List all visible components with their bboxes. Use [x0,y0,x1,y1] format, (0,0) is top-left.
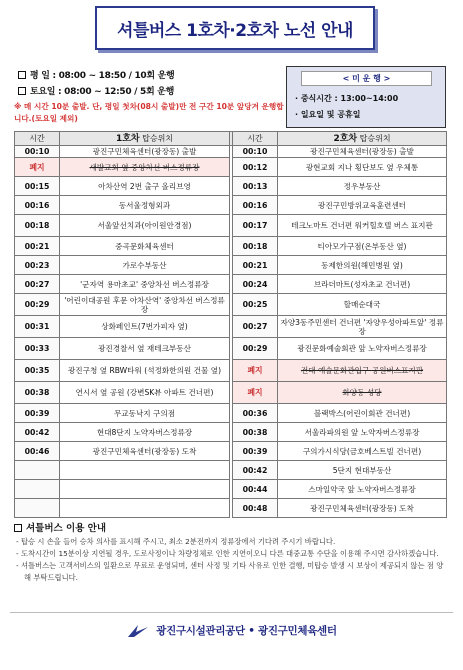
bus1-stop: 아차산역 2번 출구 올리브영 [60,177,230,196]
bus2-time: 00:24 [233,275,278,294]
bus2-stop: 브라더마트(성자초교 건너편) [278,275,447,294]
bus2-time: 폐지 [233,382,278,404]
usage-item: - 탑승 시 손을 들어 승차 의사를 표시해 주시고, 최소 2분전까지 정류장에서 기다려 주시기 바랍니다. [16,537,336,546]
bus1-time: 00:38 [15,382,60,404]
usage-list [16,536,450,584]
bus2-time: 00:18 [233,237,278,256]
bus2-time: 폐지 [233,360,278,382]
bus1-stop: 중곡문화체육센터 [60,237,230,256]
saturday-schedule [18,84,174,97]
bus1-stop: 광진구청 옆 RBW타워 (석정화한의원 건물 옆) [60,360,230,382]
bus2-time: 00:10 [233,146,278,158]
table-row [15,256,447,275]
bus1-stop: 서울앞선치과(아이원안경점) [60,215,230,237]
bus1-stop: 상화페인트(7번가피자 옆) [60,316,230,338]
checkbox-square-icon [18,71,26,79]
table-row [15,237,447,256]
table-row [15,158,447,177]
non-operation-box [286,66,446,128]
bus1-stop: 광진구민체육센터(광장동) 도착 [60,442,230,461]
bus1-time [15,461,60,480]
header-bus1: 1호차 탑승위치 [60,132,230,146]
non-operation-title: < 미 운 행 > [301,71,432,86]
title-box [95,6,375,50]
bus2-time: 00:13 [233,177,278,196]
bus2-time: 00:16 [233,196,278,215]
bus2-time: 00:36 [233,404,278,423]
bus1-stop: 동서울정형외과 [60,196,230,215]
table-row [15,294,447,316]
footer [10,612,453,648]
route-table [14,131,447,518]
table-row [15,404,447,423]
bus2-time: 00:27 [233,316,278,338]
bus2-stop: 광진문화예술회관 앞 노약자버스정류장 [278,338,447,360]
bus1-time: 00:46 [15,442,60,461]
schedule-note: ※ 매 시간 10분 출발. 단, 평일 첫차(08시 출발)만 전 구간 10분 앞당겨 운행합니다.(토요일 제외) [14,102,284,123]
bus1-time [15,480,60,499]
table-row [15,480,447,499]
usage-item: - 셔틀버스는 고객서비스의 일환으로 무료로 운영되며, 센터 사정 및 기타 사유로 인한 결행, 미탑승 발생 시 보상이 제공되지 않는 점 양해 부탁드립니다. [16,561,444,582]
bus2-time: 00:25 [233,294,278,316]
bus2-stop: 광진구민체육센터(광장동) 출발 [278,146,447,158]
bus2-stop: 광현교회 지나 횡단보도 옆 우체통 [278,158,447,177]
bus1-time: 00:10 [15,146,60,158]
header-time-2: 시간 [233,132,278,146]
bus1-stop: '군자역 용마초교' 중앙차선 버스정류장 [60,275,230,294]
table-row [15,316,447,338]
bus2-stop: 구의가시식당(금호베스트빌 건너편) [278,442,447,461]
bus1-stop [60,480,230,499]
table-row [15,461,447,480]
bus2-stop: 스마일약국 앞 노약자버스정류장 [278,480,447,499]
bus1-stop: 광진구민체육센터(광장동) 출발 [60,146,230,158]
bus1-time: 00:18 [15,215,60,237]
usage-title-text: 셔틀버스 이용 안내 [26,523,107,534]
table-row [15,177,447,196]
saturday-schedule-text: 토요일 : 08:00 ~ 12:50 / 5회 운행 [30,87,174,97]
holidays: · 일요일 및 공휴일 [295,110,361,119]
bus1-stop [60,461,230,480]
lunch-time: · 중식시간 : 13:00~14:00 [295,94,399,103]
bus2-stop: 자양3동주민센터 건너편 '자양우성아파트앞' 정류장 [278,316,447,338]
bus1-time: 00:35 [15,360,60,382]
bus2-stop: 블랙박스(어린이회관 건너편) [278,404,447,423]
bus1-time: 00:39 [15,404,60,423]
header-time-1: 시간 [15,132,60,146]
bus1-time: 폐지 [15,158,60,177]
bus1-stop: 새발교회 옆 중앙차선 버스정류장 [60,158,230,177]
usage-item: - 도착시간이 15분이상 지연될 경우, 도로사정이나 차량정체로 인한 지연이오니 다른 대중교통 수단을 이용해 주시면 감사하겠습니다. [16,549,439,558]
header-bus2: 2호차 탑승위치 [278,132,447,146]
organization-logo-icon [126,623,150,639]
bus2-stop: 서울라파의원 앞 노약자버스정류장 [278,423,447,442]
usage-title [14,520,106,534]
table-row [15,360,447,382]
table-row [15,146,447,158]
table-row [15,423,447,442]
table-header-row [15,132,447,146]
bus1-time: 00:21 [15,237,60,256]
bus2-time: 00:48 [233,499,278,518]
weekday-schedule [18,68,174,81]
bus2-time: 00:21 [233,256,278,275]
bus1-time: 00:27 [15,275,60,294]
bus2-time: 00:44 [233,480,278,499]
table-row [15,442,447,461]
bus2-stop: 광진구민방위교육훈련센터 [278,196,447,215]
bus1-time: 00:31 [15,316,60,338]
bus1-time: 00:16 [15,196,60,215]
checkbox-square-icon [18,87,26,95]
table-row [15,499,447,518]
bus2-time: 00:39 [233,442,278,461]
footer-text: 광진구시설관리공단 • 광진구민체육센터 [156,625,337,637]
bus1-stop [60,499,230,518]
bus2-time: 00:17 [233,215,278,237]
checkbox-square-icon [14,524,22,532]
table-row [15,382,447,404]
table-row [15,338,447,360]
table-row [15,275,447,294]
weekday-schedule-text: 평 일 : 08:00 ~ 18:50 / 10회 운행 [30,71,175,81]
bus1-stop: 연시서 옆 공원 (강변SK뷰 아파트 건너편) [60,382,230,404]
bus2-stop: 할매순대국 [278,294,447,316]
bus2-stop: 건대 예술문화관입구 공원버스표지판 [278,360,447,382]
bus2-stop: 동제한의원(해민병원 옆) [278,256,447,275]
bus1-stop: 광진경찰서 옆 재테크부동산 [60,338,230,360]
bus1-stop: 현대8단지 노약자버스정류장 [60,423,230,442]
bus2-time: 00:29 [233,338,278,360]
bus1-time: 00:15 [15,177,60,196]
bus1-time [15,499,60,518]
bus1-time: 00:23 [15,256,60,275]
bus1-stop: 가로수부동산 [60,256,230,275]
bus2-stop: 광진구민체육센터(광장동) 도착 [278,499,447,518]
bus2-stop: 화양동 성당 [278,382,447,404]
bus1-time: 00:29 [15,294,60,316]
bus1-time: 00:33 [15,338,60,360]
bus2-stop: 정우부동산 [278,177,447,196]
bus2-time: 00:42 [233,461,278,480]
bus2-stop: 티아모가구점(온부동산 옆) [278,237,447,256]
bus2-stop: 5단지 현대부동산 [278,461,447,480]
bus2-time: 00:38 [233,423,278,442]
bus2-time: 00:12 [233,158,278,177]
bus1-stop: '어린이대공원 후문 아차산역' 중앙차선 버스정류장 [60,294,230,316]
page-title: 셔틀버스 1호차·2호차 노선 안내 [117,20,353,41]
bus1-time: 00:42 [15,423,60,442]
bus2-stop: 테크노마트 건너편 워커힐호텔 버스 표지판 [278,215,447,237]
table-row [15,196,447,215]
bus1-stop: 무교동낙지 구의점 [60,404,230,423]
table-row [15,215,447,237]
